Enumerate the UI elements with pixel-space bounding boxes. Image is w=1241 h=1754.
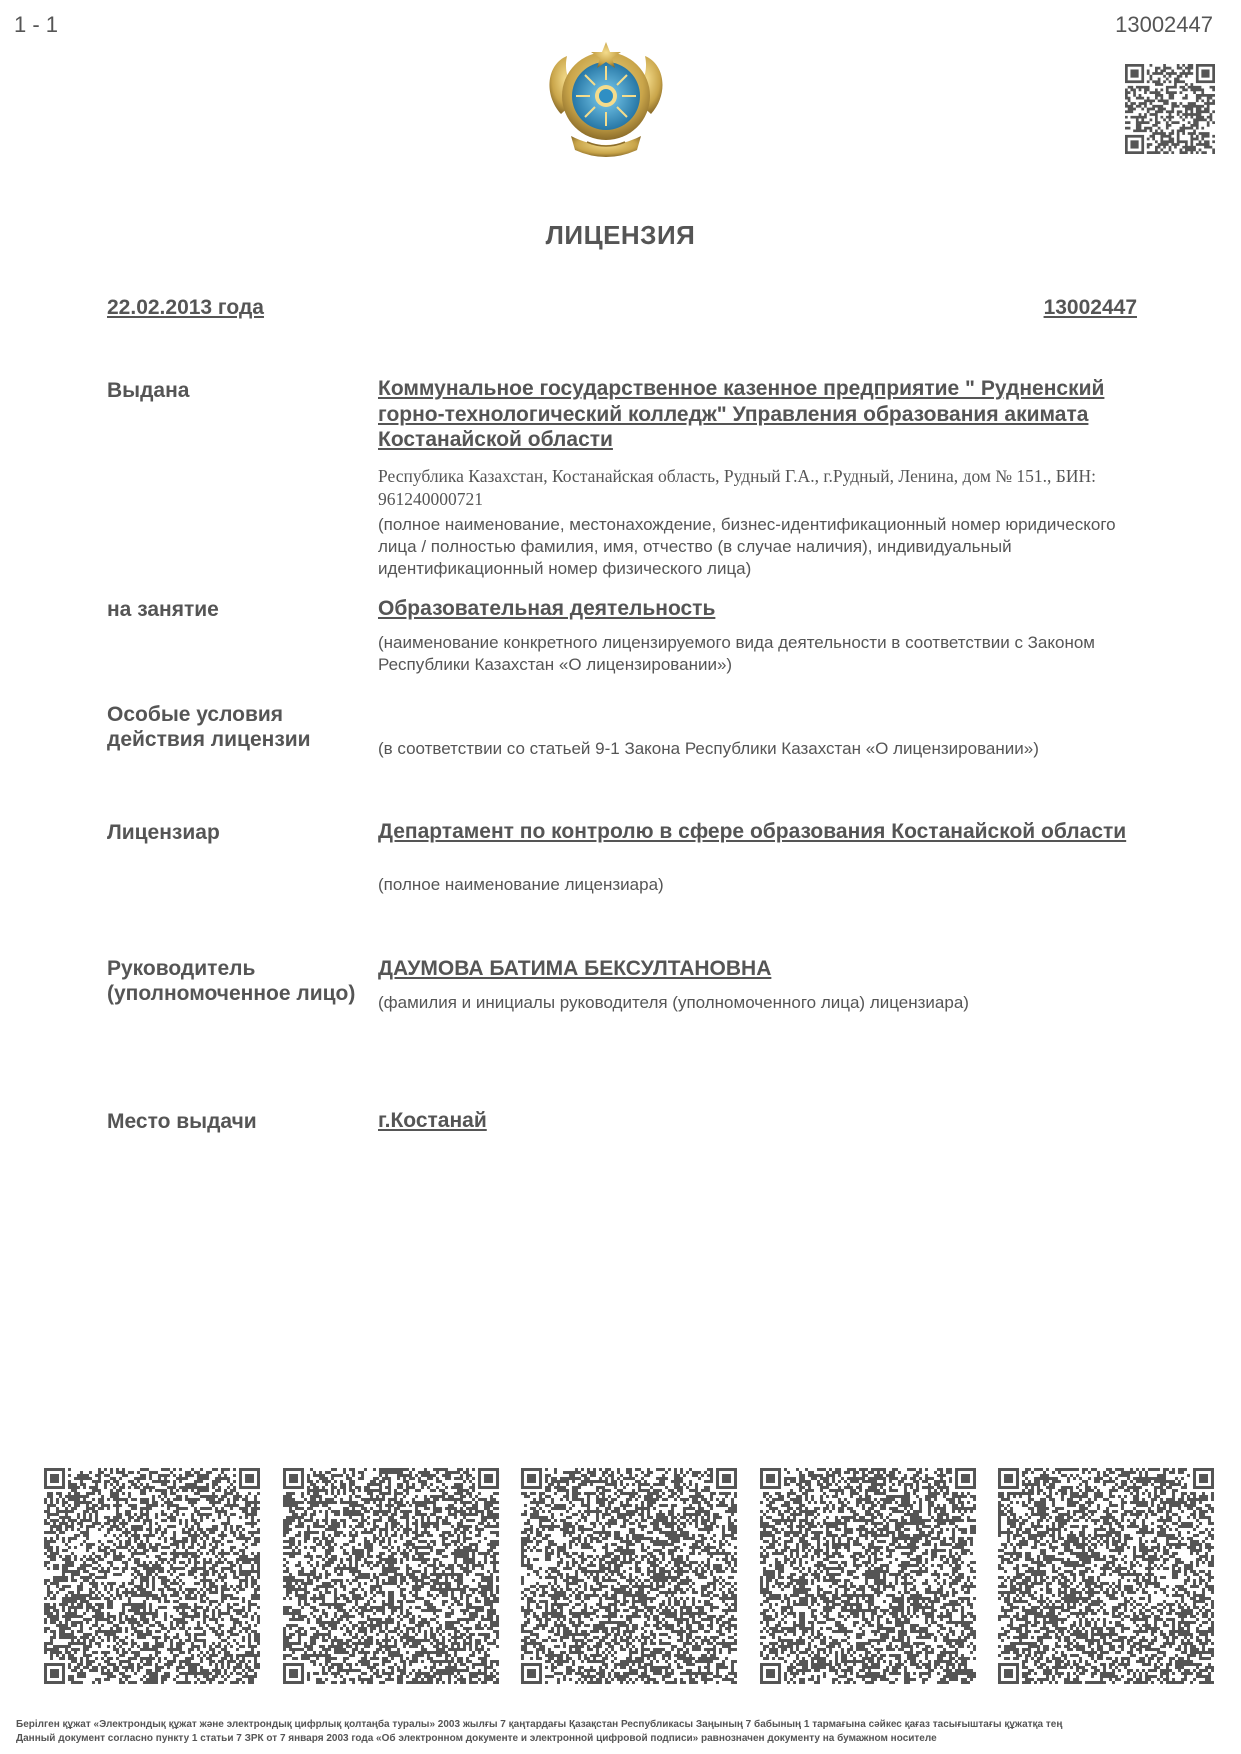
licensor-value: Департамент по контролю в сфере образования Костанайской области	[378, 820, 1127, 843]
issued-to-value: Коммунальное государственное казенное предприятие " Рудненский горно-технологический колледж" Управления образования акимата Костанайской области	[378, 377, 1105, 451]
qr-code-icon	[998, 1468, 1214, 1684]
document-number-top: 13002447	[1115, 12, 1213, 37]
signature-qr-row	[44, 1468, 1214, 1688]
license-date: 22.02.2013 года	[107, 296, 264, 319]
issued-to-label: Выдана	[107, 379, 190, 402]
head-value: ДАУМОВА БАТИМА БЕКСУЛТАНОВНА	[378, 957, 772, 980]
license-number: 13002447	[1043, 296, 1137, 319]
activity-hint: (наименование конкретного лицензируемого вида деятельности в соответствии с Законом Республики Казахстан «О лицензировании»)	[378, 633, 1095, 674]
head-hint: (фамилия и инициалы руководителя (уполномоченного лица) лицензиара)	[378, 993, 969, 1012]
special-conditions-hint: (в соответствии со статьей 9-1 Закона Республики Казахстан «О лицензировании»)	[378, 739, 1039, 758]
qr-code-icon	[1125, 64, 1215, 154]
page-number: 1 - 1	[14, 12, 59, 37]
head-label-line2: (уполномоченное лицо)	[107, 982, 356, 1005]
special-conditions-label-line2: действия лицензии	[107, 728, 311, 751]
footer-legal-kz: Берілген құжат «Электрондық құжат және электрондық цифрлық қолтаңба туралы» 2003 жылғы 7 қаңтардағы Қазақстан Республикасы Заңының 7 бабының 1 тармағына сәйкес қағаз тасығыштағы құжатқа тең	[16, 1719, 1063, 1730]
activity-label: на занятие	[107, 598, 219, 621]
place-label: Место выдачи	[107, 1110, 257, 1133]
place-value: г.Костанай	[378, 1109, 487, 1132]
document-title: ЛИЦЕНЗИЯ	[545, 220, 696, 250]
head-label-line1: Руководитель	[107, 957, 256, 980]
issued-to-address: Республика Казахстан, Костанайская область, Рудный Г.А., г.Рудный, Ленина, дом № 151., БИН: 961240000721	[378, 466, 1096, 509]
special-conditions-label-line1: Особые условия	[107, 703, 284, 726]
footer-legal-ru: Данный документ согласно пункту 1 статьи 7 ЗРК от 7 января 2003 года «Об электронном документе и электронной цифровой подписи» равнозначен документу на бумажном носителе	[16, 1733, 937, 1744]
state-emblem-icon	[541, 36, 671, 164]
activity-value: Образовательная деятельность	[378, 597, 716, 620]
qr-code-icon	[283, 1468, 499, 1684]
issued-to-hint: (полное наименование, местонахождение, бизнес-идентификационный номер юридического лица / полностью фамилия, имя, отчество (в случае наличия), индивидуальный идентификационный номер физического лица)	[378, 515, 1116, 578]
licensor-hint: (полное наименование лицензиара)	[378, 875, 664, 894]
qr-code-icon	[760, 1468, 976, 1684]
licensor-label: Лицензиар	[107, 821, 220, 844]
qr-code-icon	[44, 1468, 260, 1684]
qr-code-icon	[521, 1468, 737, 1684]
